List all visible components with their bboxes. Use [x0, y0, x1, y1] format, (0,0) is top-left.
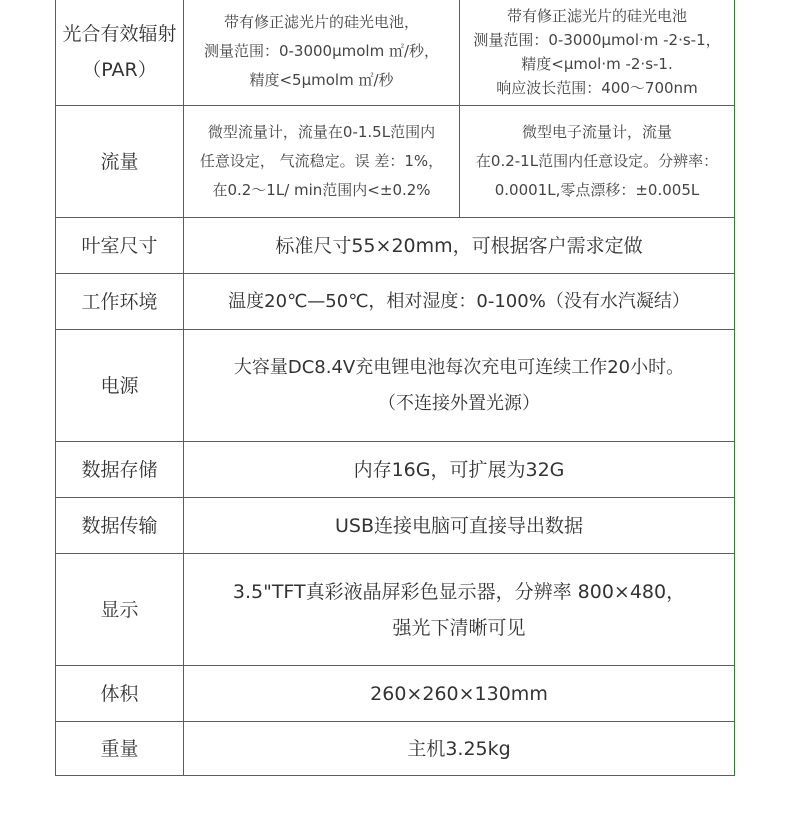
cell-line: 微型电子流量计，流量 [521, 123, 672, 141]
label-line: 工作环境 [81, 290, 158, 313]
row-label-transfer [56, 498, 184, 553]
label-line: 流量 [100, 150, 139, 173]
cell-line: USB连接电脑可直接导出数据 [334, 514, 583, 537]
label-line: 叶室尺寸 [81, 234, 158, 257]
row-label-volume [56, 666, 184, 721]
cell-line: 主机3.25kg [407, 737, 511, 760]
row-label-chamber [56, 218, 184, 273]
cell-storage [184, 442, 734, 497]
table-row-power [55, 330, 735, 442]
cell-line: 测量范围：0-3000μmol·m -2·s-1， [473, 30, 721, 49]
table-row-par [55, 0, 735, 106]
cell-line: 带有修正滤光片的硅光电池， [223, 13, 419, 31]
cell-line: 0.0001L,零点漂移：±0.005L [494, 181, 700, 199]
table-row-storage [55, 442, 735, 498]
table-row-transfer [55, 498, 735, 554]
cell-flow-left [184, 106, 460, 217]
cell-line: 测量范围：0-3000μmolm ㎡/秒， [203, 42, 440, 60]
row-label-storage [56, 442, 184, 497]
row-label-display [56, 554, 184, 665]
cell-line: 标准尺寸55×20mm，可根据客户需求定做 [275, 234, 643, 257]
label-line: 体积 [100, 682, 139, 705]
cell-line: 强光下清晰可见 [392, 616, 526, 639]
table-row-display [55, 554, 735, 666]
cell-line: 大容量DC8.4V充电锂电池每次充电可连续工作20小时。 [233, 356, 685, 378]
cell-line: 微型流量计，流量在0-1.5L范围内 [207, 123, 436, 141]
row-label-power [56, 330, 184, 441]
cell-par-right [460, 0, 734, 105]
cell-transfer [184, 498, 734, 553]
cell-power [184, 330, 734, 441]
cell-volume [184, 666, 734, 721]
table-row-environment [55, 274, 735, 330]
cell-environment [184, 274, 734, 329]
cell-line: 响应波长范围：400～700nm [496, 78, 698, 97]
cell-display [184, 554, 734, 665]
label-line: 重量 [100, 737, 139, 760]
cell-line: 精度<5μmolm ㎡/秒 [249, 71, 394, 89]
cell-line: 精度<μmol·m -2·s-1. [521, 54, 673, 73]
cell-line: 温度20℃—50℃，相对湿度：0-100%（没有水汽凝结） [228, 290, 690, 312]
cell-line: 在0.2～1L/ min范围内<±0.2% [212, 181, 431, 199]
label-line: 数据存储 [81, 458, 158, 481]
table-row-flow [55, 106, 735, 218]
row-label-par [56, 0, 184, 105]
table-row-chamber [55, 218, 735, 274]
row-label-environment [56, 274, 184, 329]
label-line: 数据传输 [81, 514, 158, 537]
table-row-volume [55, 666, 735, 722]
cell-chamber [184, 218, 734, 273]
cell-weight [184, 722, 734, 775]
label-line: 电源 [100, 374, 139, 397]
cell-line: 在0.2-1L范围内任意设定。分辨率： [475, 152, 719, 170]
label-line: （PAR） [82, 58, 157, 81]
row-label-flow [56, 106, 184, 217]
cell-line: 260×260×130mm [370, 682, 548, 705]
label-line: 显示 [100, 598, 139, 621]
cell-par-left [184, 0, 460, 105]
label-line: 光合有效辐射 [62, 22, 177, 45]
row-label-weight [56, 722, 184, 775]
cell-line: 内存16G，可扩展为32G [353, 458, 565, 481]
cell-flow-right [460, 106, 734, 217]
cell-line: （不连接外置光源） [378, 392, 540, 414]
table-row-weight [55, 722, 735, 776]
cell-line: 3.5"TFT真彩液晶屏彩色显示器，分辨率 800×480， [232, 580, 686, 603]
cell-line: 带有修正滤光片的硅光电池 [506, 6, 687, 25]
cell-line: 任意设定， 气流稳定。误 差：1%， [199, 152, 444, 170]
